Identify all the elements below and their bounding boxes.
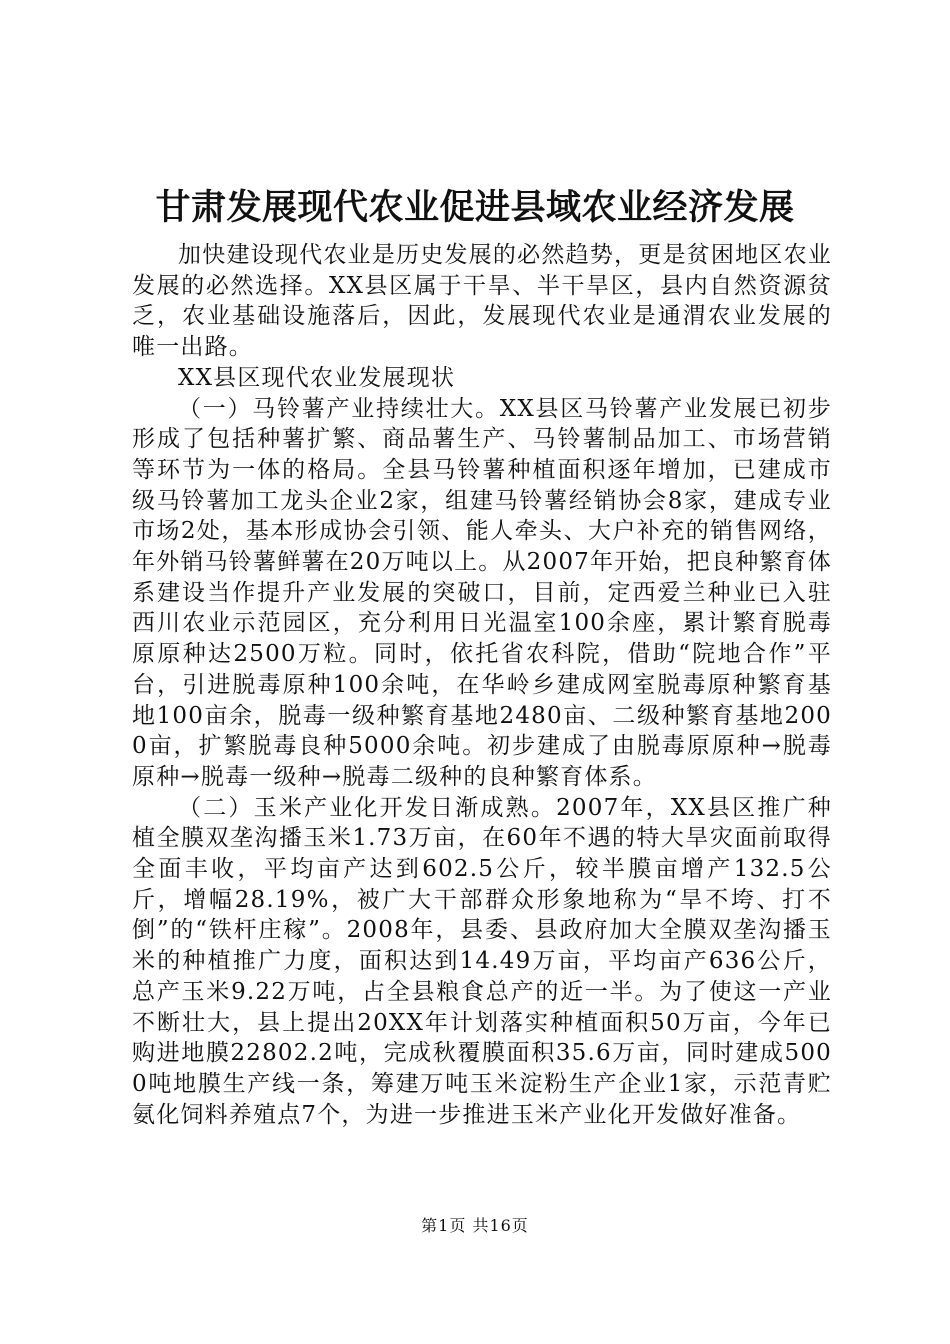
paragraph-intro: 加快建设现代农业是历史发展的必然趋势，更是贫困地区农业发展的必然选择。XX县区属于干旱、半干旱区，县内自然资源贫乏，农业基础设施落后，因此，发展现代农业是通渭农业发展的唯一出路。	[132, 242, 832, 361]
document-title: 甘肃发展现代农业促进县域农业经济发展	[155, 188, 795, 228]
document-body	[132, 240, 832, 1130]
paragraph-corn-industry: （二）玉米产业化开发日渐成熟。2007年，XX县区推广种植全膜双垄沟播玉米1.73万亩，在60年不遇的特大旱灾面前取得全面丰收，平均亩产达到602.5公斤，较半膜亩增产132.5公斤，增幅28.19%，被广大干部群众形象地称为“旱不垮、打不倒”的“铁杆庄稼”。2008年，县委、县政府加大全膜双垄沟播玉米的种植推广力度，面积达到14.49万亩，平均亩产636公斤，总产玉米9.22万吨，占全县粮食总产的近一半。为了使这一产业不断壮大，县上提出20XX年计划落实种植面积50万亩，今年已购进地膜22802.2吨，完成秋覆膜面积35.6万亩，同时建成5000吨地膜生产线一条，筹建万吨玉米淀粉生产企业1家，示范青贮氨化饲料养殖点7个，为进一步推进玉米产业化开发做好准备。	[132, 794, 832, 1128]
paragraph-potato-industry: （一）马铃薯产业持续壮大。XX县区马铃薯产业发展已初步形成了包括种薯扩繁、商品薯生产、马铃薯制品加工、市场营销等环节为一体的格局。全县马铃薯种植面积逐年增加，已建成市级马铃薯加工龙头企业2家，组建马铃薯经销协会8家，建成专业市场2处，基本形成协会引领、能人牵头、大户补充的销售网络，年外销马铃薯鲜薯在20万吨以上。从2007年开始，把良种繁育体系建设当作提升产业发展的突破口，目前，定西爱兰种业已入驻西川农业示范园区，充分利用日光温室100余座，累计繁育脱毒原原种达2500万粒。同时，依托省农科院，借助“院地合作”平台，引进脱毒原种100余吨，在华岭乡建成网室脱毒原种繁育基地100亩余，脱毒一级种繁育基地2480亩、二级种繁育基地2000亩，扩繁脱毒良种5000余吨。初步建成了由脱毒原原种→脱毒原种→脱毒一级种→脱毒二级种的良种繁育体系。	[132, 395, 832, 790]
page-number-footer: 第1页 共16页	[421, 1216, 529, 1235]
section-heading: XX县区现代农业发展现状	[178, 364, 456, 391]
